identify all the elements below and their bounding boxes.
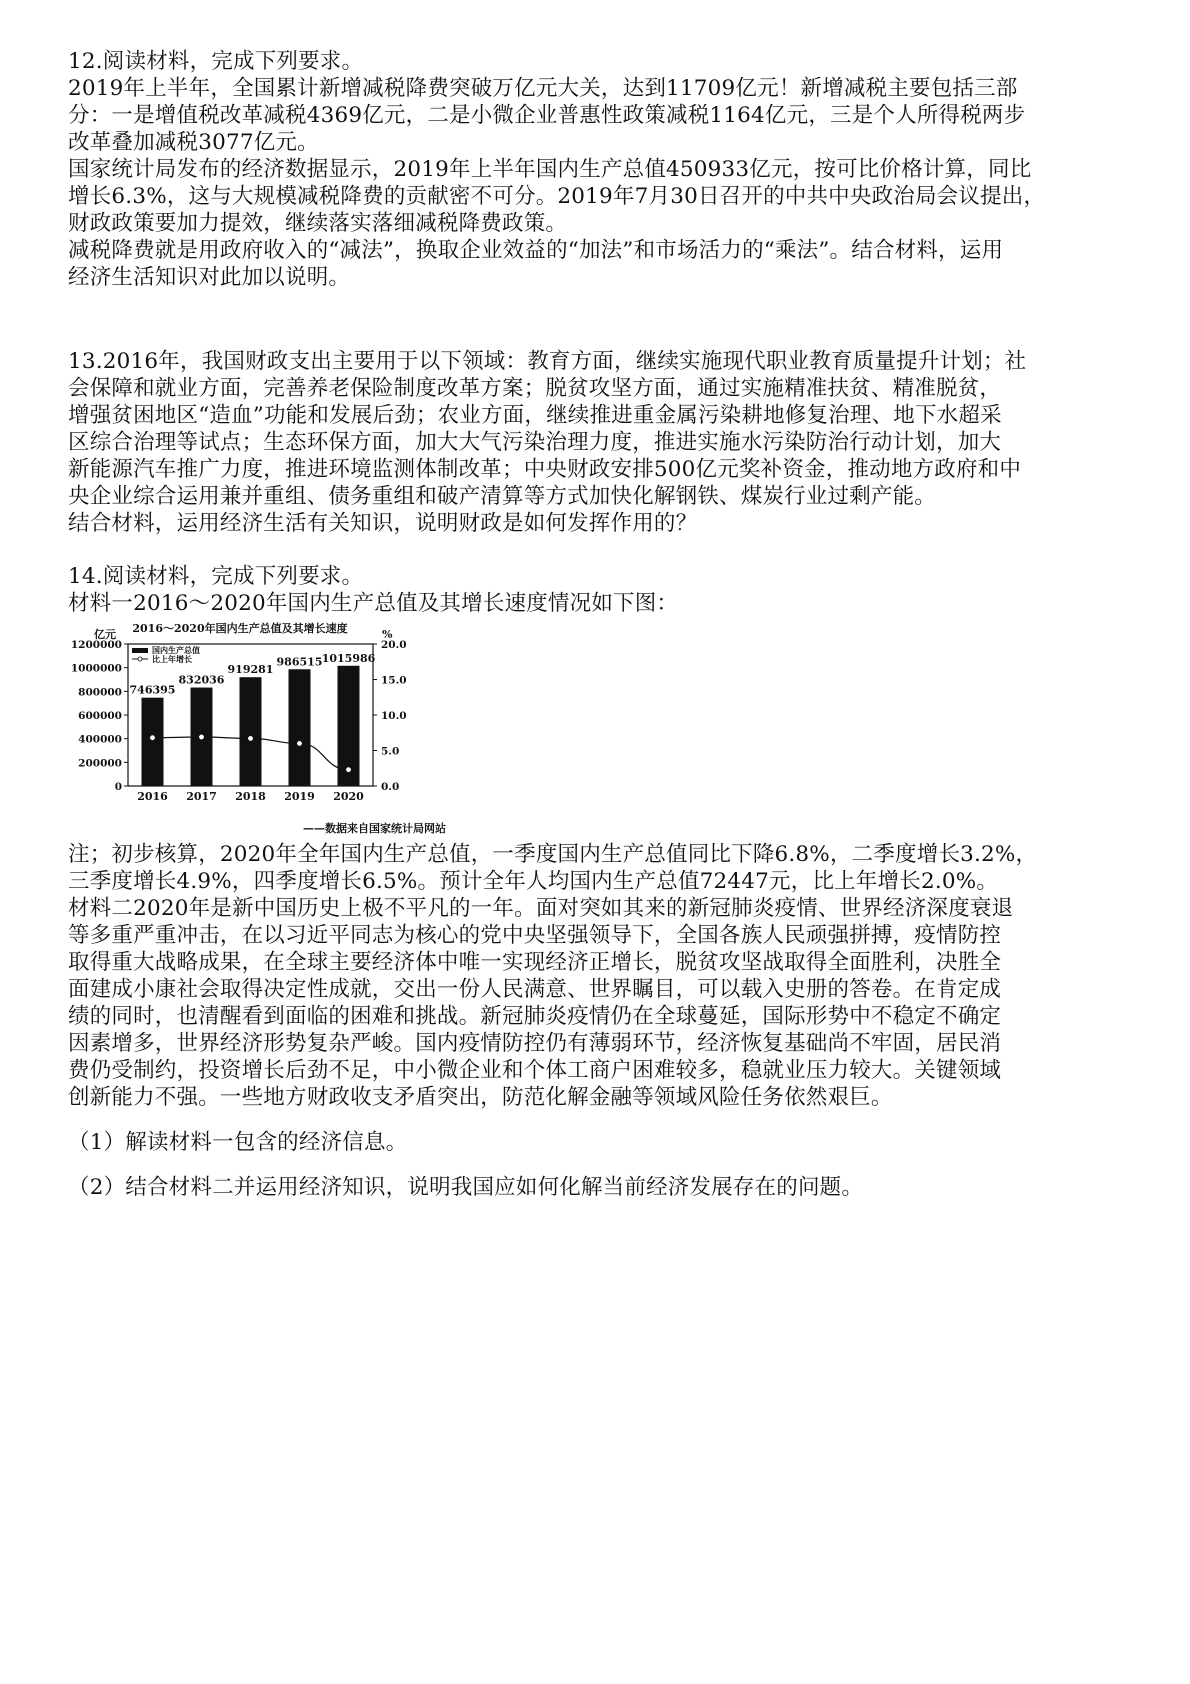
q14-line: 材料一2016～2020年国内生产总值及其增长速度情况如下图：: [68, 591, 679, 616]
question-14: [68, 563, 1138, 1201]
q13-line: 区综合治理等试点；生态环保方面，加大大气污染治理力度，推进实施水污染防治行动计划，加大: [68, 430, 1002, 455]
x-tick-label: 2016: [137, 790, 168, 803]
q12-line: 国家统计局发布的经济数据显示，2019年上半年国内生产总值450933亿元，按可比价格计算，同比: [68, 157, 1032, 182]
growth-point: [150, 736, 154, 740]
q14-line: 面建成小康社会取得决定性成就，交出一份人民满意、世界瞩目，可以载入史册的答卷。在肯定成: [68, 977, 1002, 1002]
x-tick-label: 2017: [186, 790, 217, 803]
x-tick-label: 2019: [284, 790, 315, 803]
q14-line: 等多重严重冲击，在以习近平同志为核心的党中央坚强领导下，全国各族人民顽强拼搏，疫情防控: [68, 923, 1002, 948]
gdp-bar: [289, 669, 311, 786]
growth-point: [297, 741, 301, 745]
q14-line: 创新能力不强。一些地方财政收支矛盾突出，防范化解金融等领域风险任务依然艰巨。: [68, 1085, 893, 1110]
y-right-tick-label: 15.0: [381, 674, 407, 687]
y-left-tick-label: 400000: [78, 733, 122, 746]
q14-line: 取得重大战略成果，在全球主要经济体中唯一实现经济正增长，脱贫攻坚战取得全面胜利，决胜全: [68, 950, 1002, 975]
gdp-bar: [240, 677, 262, 786]
legend-bar-swatch: [132, 648, 148, 653]
y-left-tick-label: 0: [114, 781, 122, 793]
growth-point: [346, 767, 350, 771]
q12-line: 2019年上半年，全国累计新增减税降费突破万亿元大关，达到11709亿元！新增减税主要包括三部: [68, 76, 1018, 101]
y-left-unit: 亿元: [94, 628, 116, 641]
q13-line: 新能源汽车推广力度，推进环境监测体制改革；中央财政安排500亿元奖补资金，推动地方政府和中: [68, 457, 1022, 482]
gdp-chart-svg: [68, 620, 448, 836]
q14-line: 因素增多，世界经济形势复杂严峻。国内疫情防控仍有薄弱环节，经济恢复基础尚不牢固，居民消: [68, 1031, 1002, 1056]
legend-bar-label: 国内生产总值: [152, 645, 200, 655]
q14-line: 三季度增长4.9%，四季度增长6.5%。预计全年人均国内生产总值72447元，比上年增长2.0%。: [68, 869, 999, 894]
y-left-tick-label: 1200000: [70, 639, 122, 651]
q14-line: 注；初步核算，2020年全年国内生产总值，一季度国内生产总值同比下降6.8%，二季度增长3.2%，: [68, 842, 1038, 867]
q12-line: 财政政策要加力提效，继续落实落细减税降费政策。: [68, 211, 568, 236]
q12-line: 12.阅读材料，完成下列要求。: [68, 49, 364, 74]
sub-question-1: （1）解读材料一包含的经济信息。: [68, 1130, 408, 1155]
q12-line: 增长6.3%，这与大规模减税降费的贡献密不可分。2019年7月30日召开的中共中央政治局会议提出，: [68, 184, 1046, 209]
gdp-bar-value-label: 832036: [178, 673, 225, 687]
chart-title: 2016～2020年国内生产总值及其增长速度: [132, 622, 348, 635]
q14-line: 材料二2020年是新中国历史上极不平凡的一年。面对突如其来的新冠肺炎疫情、世界经济深度衰退: [68, 896, 1014, 921]
x-tick-label: 2020: [333, 790, 364, 803]
growth-point: [199, 735, 203, 739]
chart-source: ——数据来自国家统计局网站: [303, 822, 446, 835]
gdp-bar-value-label: 919281: [227, 663, 274, 677]
y-left-tick-label: 1000000: [70, 662, 122, 675]
y-left-tick-label: 200000: [78, 757, 122, 770]
growth-point: [248, 736, 252, 740]
gdp-bar-value-label: 746395: [129, 683, 176, 697]
y-left-tick-label: 800000: [78, 686, 122, 699]
q13-line: 会保障和就业方面，完善养老保险制度改革方案；脱贫攻坚方面，通过实施精准扶贫、精准脱贫，: [68, 376, 1002, 401]
question-12: [68, 48, 1138, 291]
q12-line: 分：一是增值税改革减税4369亿元，二是小微企业普惠性政策减税1164亿元，三是个人所得税两步: [68, 103, 1026, 128]
gdp-bar-value-label: 986515: [276, 655, 323, 669]
legend-line-label: 比上年增长: [152, 654, 192, 664]
gdp-chart: [68, 620, 448, 836]
x-tick-label: 2018: [235, 790, 266, 803]
q13-line: 13.2016年，我国财政支出主要用于以下领域：教育方面，继续实施现代职业教育质量提升计划；社: [68, 349, 1027, 374]
y-right-tick-label: 5.0: [381, 745, 400, 758]
q12-line: 减税降费就是用政府收入的“减法”，换取企业效益的“加法”和市场活力的“乘法”。结合材料，运用: [68, 238, 1004, 263]
q12-line: 改革叠加减税3077亿元。: [68, 130, 319, 155]
gdp-bar: [142, 698, 164, 786]
y-right-tick-label: 10.0: [381, 710, 407, 722]
gdp-bar-value-label: 1015986: [321, 651, 376, 665]
y-left-tick-label: 600000: [78, 710, 122, 722]
q13-line: 央企业综合运用兼并重组、债务重组和破产清算等方式加快化解钢铁、煤炭行业过剩产能。: [68, 484, 937, 509]
q12-line: 经济生活知识对此加以说明。: [68, 265, 351, 290]
q14-line: 14.阅读材料，完成下列要求。: [68, 564, 364, 589]
q13-line: 结合材料，运用经济生活有关知识，说明财政是如何发挥作用的？: [68, 511, 698, 536]
y-right-tick-label: 20.0: [381, 639, 407, 651]
q14-line: 费仍受制约，投资增长后劲不足，中小微企业和个体工商户困难较多，稳就业压力较大。关键领域: [68, 1058, 1002, 1083]
y-right-tick-label: 0.0: [381, 781, 400, 793]
y-right-unit: %: [382, 628, 393, 641]
q14-line: 绩的同时，也清醒看到面临的困难和挑战。新冠肺炎疫情仍在全球蔓延，国际形势中不稳定不确定: [68, 1004, 1002, 1029]
legend-line-marker: [138, 657, 142, 661]
question-13: [68, 348, 1138, 537]
q13-line: 增强贫困地区“造血”功能和发展后劲；农业方面，继续推进重金属污染耕地修复治理、地下水超采: [68, 403, 1002, 428]
page: [68, 48, 1138, 1201]
sub-question-2: （2）结合材料二并运用经济知识，说明我国应如何化解当前经济发展存在的问题。: [68, 1175, 864, 1200]
